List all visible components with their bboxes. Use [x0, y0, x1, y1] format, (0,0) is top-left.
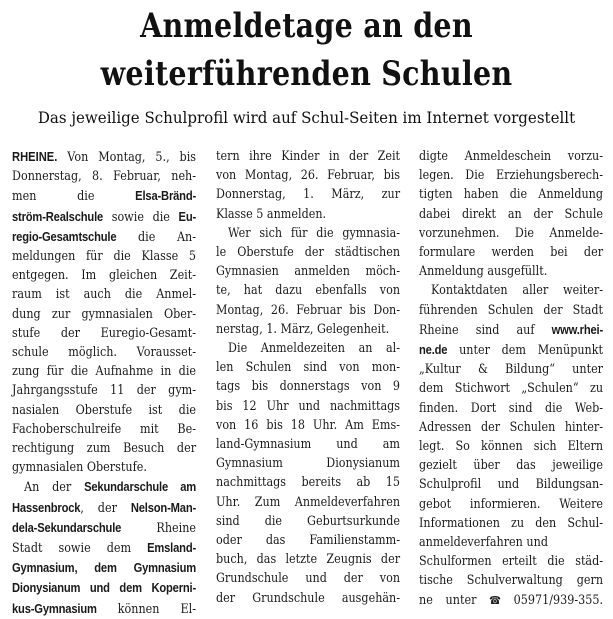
text-run: Schulformen erteilt die städ-: [419, 554, 604, 570]
article-line: [216, 147, 400, 166]
text-run: Von Montag, 5., bis: [57, 150, 197, 165]
article-line: [419, 340, 603, 360]
article-line: [12, 362, 196, 381]
article-column-2: [216, 147, 400, 608]
article-line: [216, 166, 400, 185]
bold-text: www.rhei-: [551, 321, 604, 337]
article-line: [12, 420, 196, 439]
phone-icon: ☎: [489, 593, 501, 607]
article-line: [419, 360, 603, 379]
subheadline: Das jeweilige Schulprofil wird auf Schul-Seiten im Internet vorgestellt: [37, 108, 576, 127]
text-run: legt. So können sich Eltern: [419, 439, 604, 455]
text-run: entgegen. Im gleichen Zeit-: [12, 268, 197, 284]
bold-text: Elsa-Bränd-: [135, 188, 197, 204]
article-line: [12, 477, 196, 497]
text-run: Klasse 5 anmelden.: [216, 206, 327, 222]
article-line: [419, 281, 603, 300]
text-run: Stadt sowie dem: [12, 541, 148, 557]
article-line: [12, 324, 196, 343]
article-line: [12, 207, 196, 227]
article-line: [12, 343, 196, 362]
text-run: meldungen für die Klasse 5: [12, 249, 197, 265]
article-line: [419, 514, 603, 533]
article-column-3: [419, 147, 603, 610]
article-line: [12, 578, 196, 598]
text-run: von Montag, 26. Februar, bis: [216, 168, 401, 184]
text-run: len Schulen sind von mon-: [216, 360, 401, 376]
article-line: [216, 397, 400, 416]
text-run: Rheine: [121, 520, 197, 536]
article-line: [12, 381, 196, 400]
article-line: [419, 437, 603, 456]
article-line: [419, 320, 603, 340]
article-line: [216, 281, 400, 300]
text-run: men die: [12, 189, 136, 205]
article-line: [12, 498, 196, 518]
text-run: sowie die: [103, 209, 179, 225]
text-run: nerstag, 1. März, Gelegenheit.: [216, 321, 390, 337]
article-line: [419, 475, 603, 494]
text-run: tigten haben die Anmeldung: [419, 187, 604, 203]
text-run: formulare werden bei der: [419, 245, 604, 261]
text-run: Schulprofil und Bildungsan-: [419, 477, 604, 493]
article-line: [12, 538, 196, 558]
text-run: Wer sich für die gymnasia-: [228, 225, 401, 241]
article-line: [419, 533, 603, 552]
text-run: „Kultur & Bildung“ unter: [419, 362, 604, 378]
article-line: [216, 320, 400, 339]
text-run: Fachoberschulreife mit Be-: [12, 421, 197, 437]
article-line: [12, 599, 196, 619]
article-line: [216, 205, 400, 224]
text-run: unter dem Menüpunkt: [447, 343, 604, 359]
text-run: von 16 bis 18 Uhr. Am Ems-: [216, 417, 401, 433]
text-run: führenden Schulen der Stadt: [419, 302, 604, 318]
bold-text: kus-Gymnasium: [12, 600, 97, 616]
article-line: [12, 147, 196, 167]
article-line: [419, 456, 603, 475]
text-run: raum ist auch die Anmel-: [12, 287, 197, 303]
bold-text: Eu-: [178, 208, 197, 224]
bold-text: Hassenbrock: [12, 499, 81, 515]
article-line: [216, 358, 400, 377]
article-line: [419, 552, 603, 571]
article-line: [12, 518, 196, 538]
article-line: [419, 147, 603, 166]
text-run: te, hat dazu ebenfalls von: [216, 283, 401, 299]
bold-text: dela-Sekundarschule: [12, 519, 122, 535]
text-run: land-Gymnasium und am: [216, 437, 401, 453]
text-run: Informationen zu den Schul-: [419, 515, 604, 531]
article-line: [216, 339, 400, 358]
bold-text: ström-Realschule: [12, 208, 104, 224]
text-run: tische Schulverwaltung gern: [419, 573, 604, 589]
bold-text: ne.de: [419, 342, 448, 358]
text-run: sind die Geburtsurkunde: [216, 513, 401, 529]
article-line: [419, 591, 603, 610]
article-line: [216, 569, 400, 588]
article-line: [216, 377, 400, 396]
article-line: [216, 473, 400, 492]
text-run: können El-: [96, 601, 197, 617]
article-line: [419, 185, 603, 204]
text-run: dung zur gymnasialen Ober-: [12, 306, 197, 322]
bold-text: Sekundarschule am: [84, 479, 197, 495]
headline-line-2: weiterführenden Schulen: [100, 54, 513, 94]
text-run: vorzunehmen. Die Anmelde-: [419, 225, 604, 241]
bold-text: regio-Gesamtschule: [12, 228, 117, 244]
article-line: [419, 243, 603, 262]
article-line: [216, 224, 400, 243]
text-run: schule möglich. Vorausset-: [12, 345, 197, 361]
article-line: [12, 167, 196, 186]
article-line: [419, 166, 603, 185]
text-run: die An-: [116, 229, 197, 245]
bold-text: Emsland-: [147, 540, 197, 556]
article-line: [216, 301, 400, 320]
text-run: tags bis donnerstags von 9: [216, 379, 401, 395]
article-line: [419, 224, 603, 243]
article-line: [419, 495, 603, 514]
article-line: [12, 266, 196, 285]
text-run: gymnasialen Oberstufe.: [12, 460, 147, 476]
text-run: 05971/939-355.: [500, 592, 604, 608]
text-run: anmeldeverfahren und: [419, 535, 548, 551]
article-line: [12, 305, 196, 324]
article-line: [419, 418, 603, 437]
article-line: [216, 550, 400, 569]
text-run: gezielt über das jeweilige: [419, 458, 604, 474]
article-line: [216, 185, 400, 204]
text-run: nachmittags bereits ab 15: [216, 475, 401, 491]
text-run: Uhr. Zum Anmeldeverfahren: [216, 494, 401, 510]
text-run: bis 12 Uhr und nachmittags: [216, 398, 401, 414]
text-run: Rheine sind auf: [419, 322, 552, 338]
text-run: dem Stichwort „Schulen“ zu: [419, 381, 604, 397]
article-line: [216, 435, 400, 454]
text-run: zung für die Aufnahme in die: [12, 364, 197, 380]
article-line: [12, 401, 196, 420]
article-line: [419, 399, 603, 418]
text-run: Die Anmeldezeiten an al-: [228, 341, 401, 357]
text-run: Donnerstag, 8. Februar, neh-: [12, 169, 197, 185]
article-line: [12, 439, 196, 458]
text-run: dabei direkt an der Schule: [419, 206, 604, 222]
text-run: tern ihre Kinder in der Zeit: [216, 149, 401, 164]
article-line: [12, 247, 196, 266]
article-line: [419, 262, 603, 281]
article-line: [12, 285, 196, 304]
article-line: [216, 454, 400, 473]
text-run: stufe der Euregio-Gesamt-: [12, 325, 197, 341]
dateline: RHEINE.: [12, 149, 58, 164]
text-run: der Grundschule ausgehän-: [216, 590, 401, 606]
text-run: Jahrgangsstufe 11 der gym-: [12, 383, 197, 399]
article-line: [216, 243, 400, 262]
article-column-1: [12, 147, 196, 619]
article-line: [419, 205, 603, 224]
text-run: Adressen der Schulen hinter-: [419, 419, 604, 435]
text-run: le Oberstufe der städtischen: [216, 245, 401, 261]
text-run: Kontaktdaten aller weiter-: [431, 283, 604, 299]
text-run: digte Anmeldeschein vorzu-: [419, 149, 604, 164]
headline-line-1: Anmeldetage an den: [140, 6, 473, 46]
bold-text: Dionysianum und dem Koperni-: [12, 580, 197, 596]
article-line: [216, 512, 400, 531]
text-run: finden. Dort sind die Web-: [419, 400, 604, 416]
article-line: [419, 379, 603, 398]
article-line: [12, 227, 196, 247]
text-run: Gymnasium Dionysianum: [216, 456, 401, 472]
article-line: [216, 493, 400, 512]
article-line: [419, 301, 603, 320]
article-line: [216, 262, 400, 281]
article-line: [216, 531, 400, 550]
text-run: oder das Familienstamm-: [216, 533, 401, 549]
text-run: Grundschule und der von: [216, 571, 401, 587]
text-run: nasialen Oberstufe ist die: [12, 402, 197, 418]
text-run: An der: [24, 480, 85, 496]
article-line: [12, 458, 196, 477]
bold-text: Nelson-Man-: [130, 499, 197, 515]
article-line: [12, 558, 196, 578]
text-run: rechtigung zum Besuch der: [12, 441, 197, 457]
text-run: Montag, 26. Februar bis Don-: [216, 302, 401, 318]
bold-text: Gymnasium, dem Gymnasium: [12, 560, 197, 576]
text-run: buch, das letzte Zeugnis der: [216, 552, 401, 568]
text-run: gebot informieren. Weitere: [419, 496, 604, 512]
text-run: Donnerstag, 1. März, zur: [216, 187, 401, 203]
text-run: ne unter: [419, 592, 490, 608]
text-run: Anmeldung ausgefüllt.: [419, 264, 548, 280]
article-line: [12, 186, 196, 206]
article-line: [216, 416, 400, 435]
text-run: legen. Die Erziehungsberech-: [419, 168, 604, 184]
article-line: [216, 589, 400, 608]
article-line: [419, 571, 603, 590]
text-run: Gymnasien anmelden möch-: [216, 264, 401, 280]
text-run: , der: [80, 500, 131, 516]
